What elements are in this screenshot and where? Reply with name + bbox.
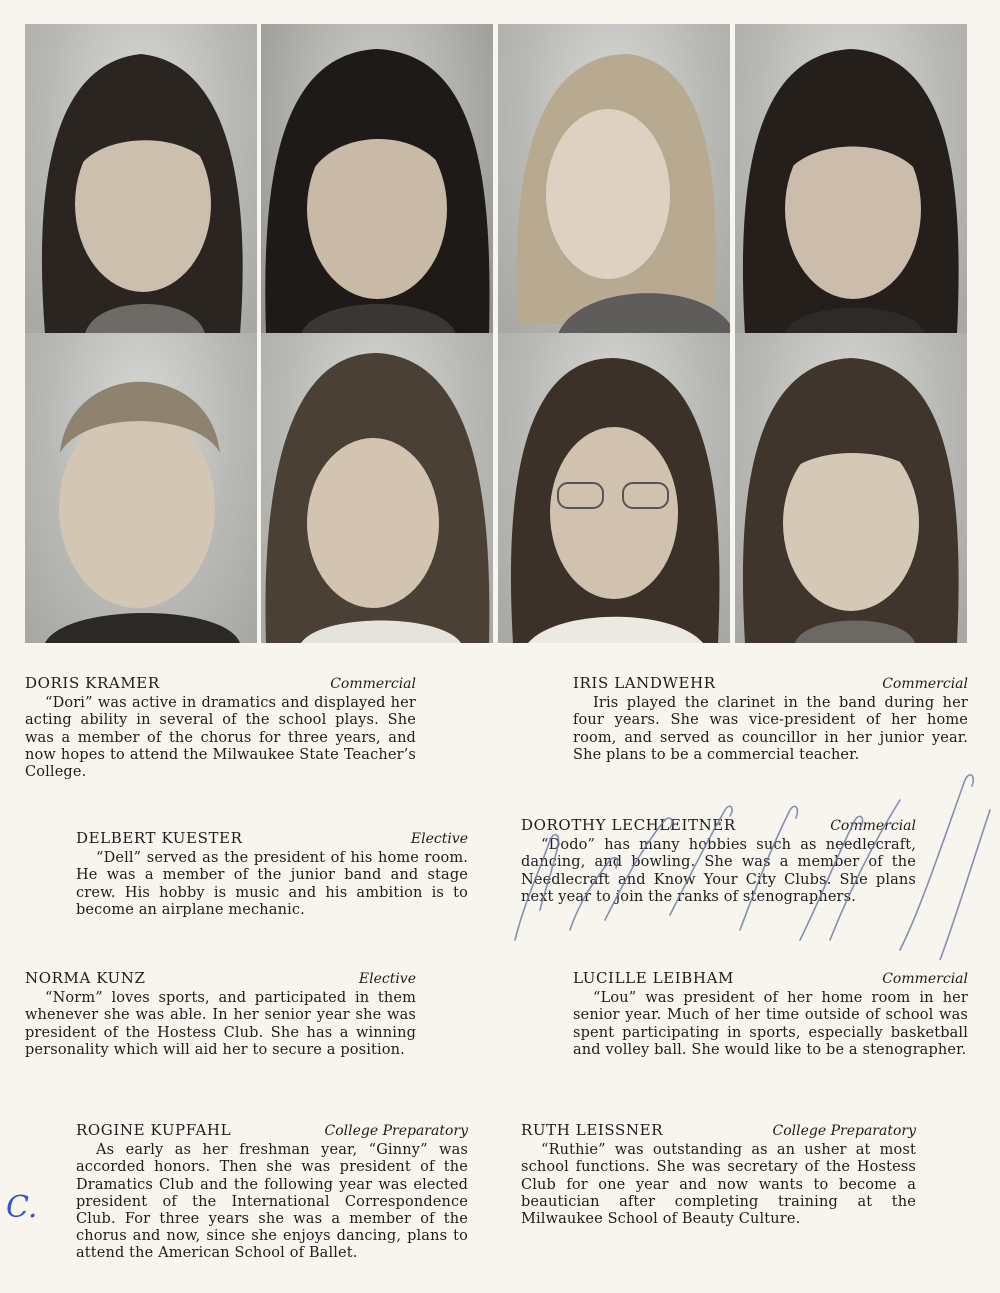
bio-text: “Dodo” has many hobbies such as needlecraft, dancing, and bowling. She was a member of the Needlecraft and Know Your City Clubs. She plans next year to join the ranks of stenographers. (521, 837, 916, 905)
bio-doris-kramer (25, 675, 416, 781)
bio-name: DORIS KRAMER (25, 674, 160, 692)
bio-name: RUTH LEISSNER (521, 1121, 664, 1139)
bio-course: College Preparatory (324, 1123, 468, 1139)
portrait-iris-landwehr (498, 24, 730, 334)
portrait-image (735, 333, 967, 643)
portrait-image (261, 333, 493, 643)
bio-text: “Ruthie” was outstanding as an usher at most school functions. She was secretary of the Hostess Club for one year and now wants to become a beautician after completing training at the Milwaukee School of Beauty Culture. (521, 1142, 916, 1228)
bio-name: IRIS LANDWEHR (573, 674, 716, 692)
bio-name: DOROTHY LECHLEITNER (521, 816, 736, 834)
portrait-delbert-kuester (261, 24, 493, 334)
bio-text: “Norm” loves sports, and participated in them whenever she was able. In her senior year she was president of the Hostess Club. She has a winning personality which will aid her to secure a position. (25, 990, 416, 1058)
bio-rogine-kupfahl (76, 1122, 468, 1263)
bio-course: Elective (410, 831, 468, 847)
portrait-image (261, 24, 493, 334)
bio-name: NORMA KUNZ (25, 969, 146, 987)
portrait-image (25, 24, 257, 334)
portrait-image (25, 333, 257, 643)
bio-norma-kunz (25, 970, 416, 1059)
bio-text: “Dell” served as the president of his home room. He was a member of the junior band and stage crew. His hobby is music and his ambition is to become an airplane mechanic. (76, 850, 468, 918)
bio-ruth-leissner (521, 1122, 916, 1228)
portrait-dorothy-lechleitner (735, 24, 967, 334)
portrait-image (498, 24, 730, 334)
bio-text: “Dori” was active in dramatics and displayed her acting ability in several of the school plays. She was a member of the chorus for three years, and now hopes to attend the Milwaukee State Teacher’s College. (25, 695, 416, 781)
bio-name: ROGINE KUPFAHL (76, 1121, 232, 1139)
portrait-lucille-leibham (498, 333, 730, 643)
portrait-norma-kunz (25, 333, 257, 643)
portrait-rogine-kupfahl (261, 333, 493, 643)
bio-course: Commercial (882, 676, 968, 692)
bio-course: Elective (358, 971, 416, 987)
bio-course: Commercial (330, 676, 416, 692)
bio-name: DELBERT KUESTER (76, 829, 243, 847)
bio-name: LUCILLE LEIBHAM (573, 969, 734, 987)
bio-delbert-kuester (76, 830, 468, 919)
portrait-ruth-leissner (735, 333, 967, 643)
portrait-image (498, 333, 730, 643)
bio-course: Commercial (830, 818, 916, 834)
bio-course: College Preparatory (772, 1123, 916, 1139)
margin-note: C. (6, 1190, 38, 1225)
portrait-doris-kramer (25, 24, 257, 334)
bio-text: As early as her freshman year, “Ginny” was accorded honors. Then she was president of the Dramatics Club and the following year was elected president of the International Correspondence Club. For three years she was a member of the chorus and now, since she enjoys dancing, plans to attend the American School of Ballet. (76, 1142, 468, 1262)
bio-text: “Lou” was president of her home room in her senior year. Much of her time outside of school was spent participating in sports, especially basketball and volley ball. She would like to be a stenographer. (573, 990, 968, 1058)
bio-course: Commercial (882, 971, 968, 987)
portrait-image (735, 24, 967, 334)
handwritten-signature (500, 740, 1000, 960)
bio-text: Iris played the clarinet in the band during her four years. She was vice-president of her home room, and served as councillor in her junior year. She plans to be a commercial teacher. (573, 695, 968, 763)
bio-lucille-leibham (573, 970, 968, 1059)
